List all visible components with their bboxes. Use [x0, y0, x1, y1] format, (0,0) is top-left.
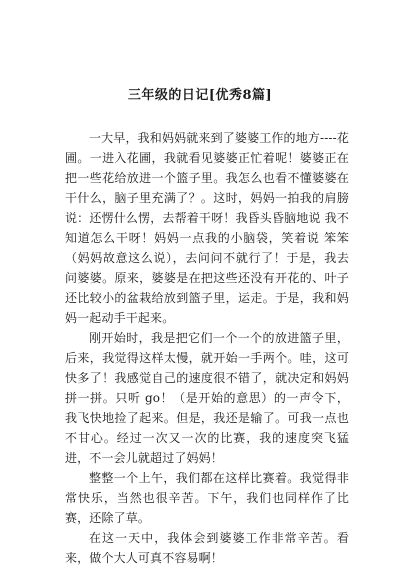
document-title: 三年级的日记[优秀8篇] [127, 88, 273, 103]
document-body [65, 128, 349, 568]
paragraph-3: 整整一个上午，我们都在这样比赛着。我觉得非常快乐，当然也很辛苦。下午，我们也同样作了比赛，还除了草。 [65, 471, 349, 525]
paragraph-2: 刚开始时，我是把它们一个一个的放进篮子里，后来，我觉得这样太慢，就开始一手两个。哇，这可快多了！我感觉自己的速度很不错了，就决定和妈妈拼一拼。只听 go！（是开始的意思）的一声令下，我飞快地捡了起来。但是，我还是输了。可我一点也不甘心。经过一次又一次的比赛，我的速度突飞猛进，不一会儿就超过了妈妈！ [65, 331, 349, 465]
paragraph-4: 在这一天中，我体会到婆婆工作非常辛苦。看来，做个大人可真不容易啊！ [65, 531, 349, 565]
paragraph-1: 一大早，我和妈妈就来到了婆婆工作的地方----花圃。一进入花圃，我就看见婆婆正忙着呢！婆婆正在把一些花给放进一个篮子里。我怎么也看不懂婆婆在干什么，脑子里充满了？。这时，妈妈一拍我的肩膀说：还愣什么愣，去帮着干呀！我昏头昏脑地说 我不知道怎么干呀！妈妈一点我的小脑袋，笑着说 笨笨（妈妈故意这么说），去问问不就行了！于是，我去问婆婆。原来，婆婆是在把这些还没有开花的、叶子还比较小的盆栽给放到篮子里，运走。于是，我和妈妈一起动手干起来。 [65, 131, 349, 325]
